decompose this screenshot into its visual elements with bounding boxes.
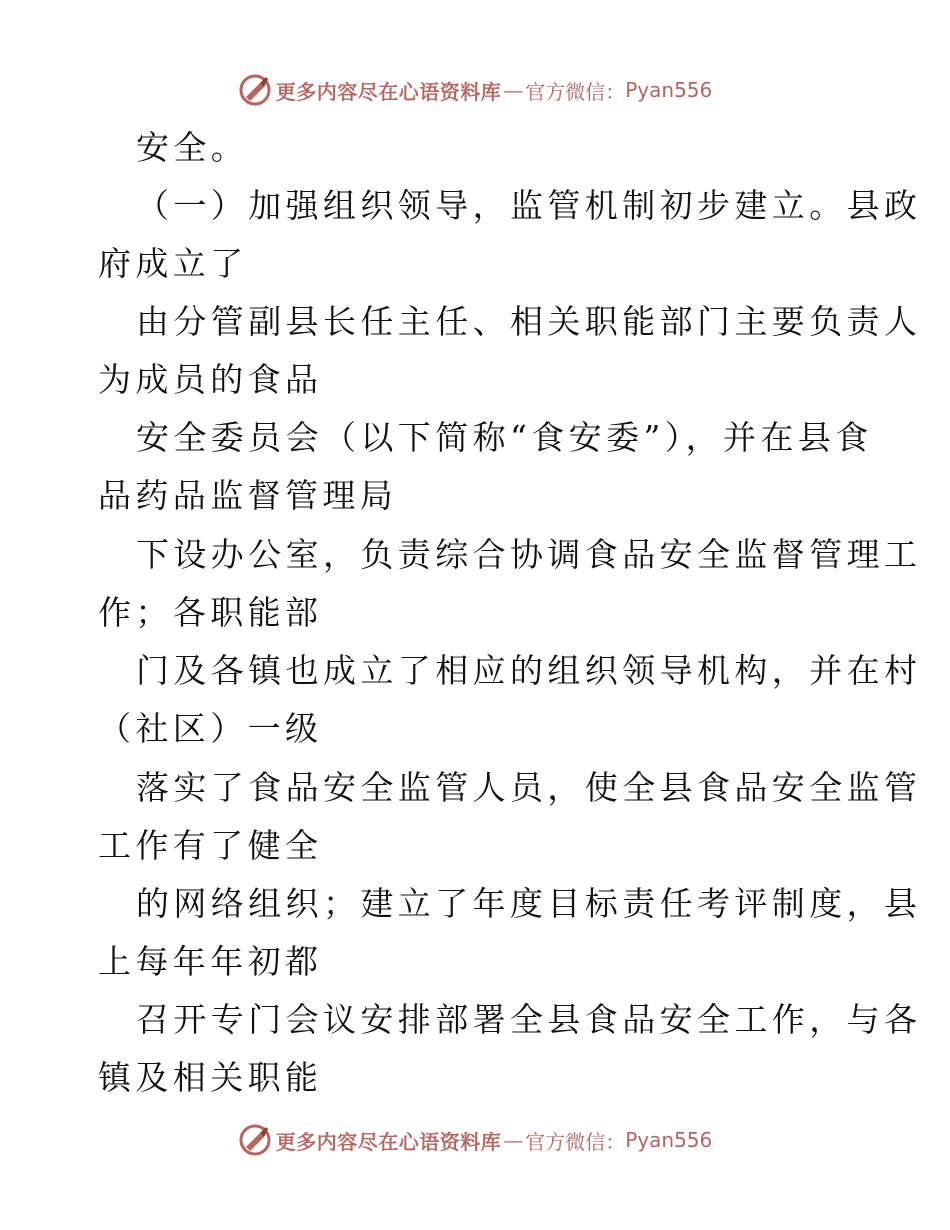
body-line: 安全。 (136, 128, 249, 167)
body-line: 落实了食品安全监管人员，使全县食品安全监管 (136, 768, 922, 807)
banner-wechat-id: Pyan556 (625, 1128, 713, 1152)
body-line: 安全委员会（以下简称“食安委”），并在县食 (136, 418, 873, 457)
body-line: 工作有了健全 (98, 826, 323, 865)
body-line: 品药品监督管理局 (98, 476, 398, 515)
banner-wechat-label: 官方微信： (525, 1129, 626, 1154)
body-line: 门及各镇也成立了相应的组织领导机构，并在村 (136, 651, 922, 690)
body-line: 由分管副县长任主任、相关职能部门主要负责人 (136, 302, 922, 341)
body-line: 上每年年初都 (98, 942, 323, 981)
body-line: （社区）一级 (98, 709, 323, 748)
banner-wechat-label: 官方微信： (525, 79, 626, 104)
body-line: 镇及相关职能 (98, 1058, 323, 1097)
banner-title: 更多内容尽在心语资料库 (275, 79, 502, 104)
header-banner (0, 70, 950, 110)
body-line: 作；各职能部 (98, 593, 323, 632)
banner-wechat-id: Pyan556 (625, 78, 713, 102)
banner-title: 更多内容尽在心语资料库 (275, 1129, 502, 1154)
body-line: 下设办公室，负责综合协调食品安全监督管理工 (136, 535, 922, 574)
pen-logo-icon (238, 73, 272, 107)
footer-banner (0, 1120, 950, 1160)
body-line: 府成立了 (98, 244, 248, 283)
banner-separator: — (503, 1128, 524, 1152)
body-line: 的网络组织；建立了年度目标责任考评制度，县 (136, 884, 922, 923)
pen-logo-icon (238, 1123, 272, 1157)
body-line: （一）加强组织领导，监管机制初步建立。县政 (136, 186, 922, 225)
banner-separator: — (503, 78, 524, 102)
body-line: 召开专门会议安排部署全县食品安全工作，与各 (136, 1000, 922, 1039)
body-line: 为成员的食品 (98, 360, 323, 399)
